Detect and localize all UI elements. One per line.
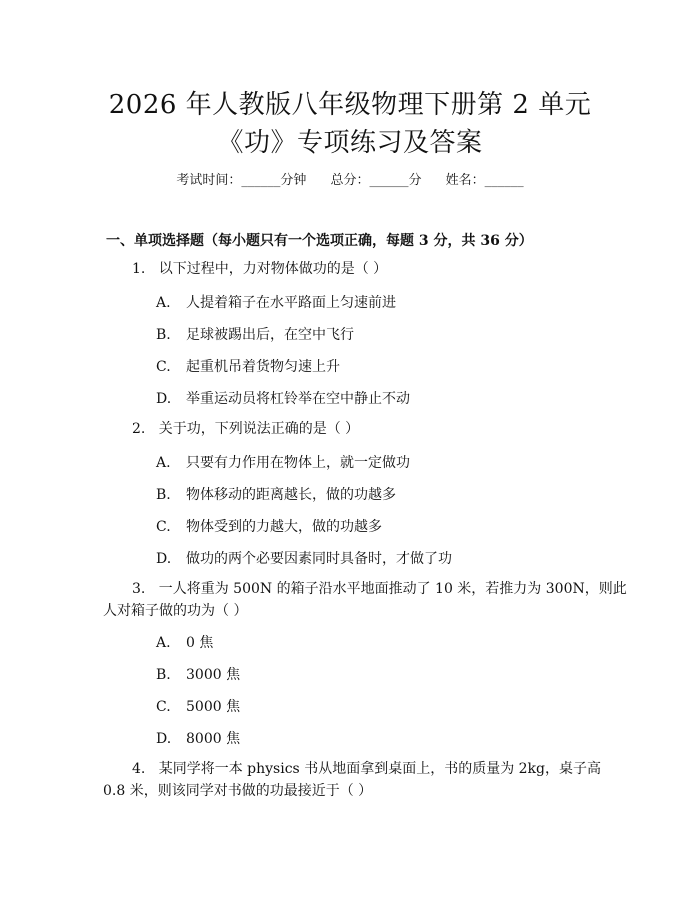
exam-meta [0,169,700,188]
option-label: B. [156,327,171,343]
option-1a [156,292,396,312]
option-text: 3000 焦 [186,667,241,683]
question-4-continued [103,780,372,802]
option-text: 人提着箱子在水平路面上匀速前进 [186,295,396,311]
question-text: 以下过程中，力对物体做功的是（ ） [158,261,388,277]
question-number: 2. [132,421,146,437]
question-number: 3. [132,581,146,597]
option-label: D. [156,551,172,567]
question-number: 1. [132,261,146,277]
option-label: C. [156,359,171,375]
option-text: 起重机吊着货物匀速上升 [186,359,340,375]
option-text: 0 焦 [186,635,214,651]
section-heading: 一、单项选择题（每小题只有一个选项正确，每题 3 分，共 36 分） [106,233,533,249]
option-3c [156,696,240,716]
document-title-line1: 2026 年人教版八年级物理下册第 2 单元 [108,90,592,120]
option-1d [156,388,410,408]
option-label: C. [156,699,171,715]
option-text: 8000 焦 [186,731,241,747]
option-text: 物体受到的力越大，做的功越多 [186,519,382,535]
option-3b [156,664,240,684]
name-field: 姓名：______ [445,173,524,188]
question-4 [132,758,601,780]
question-2 [132,418,359,440]
option-label: B. [156,667,171,683]
question-number: 4. [132,761,146,777]
option-label: D. [156,391,172,407]
option-3a [156,632,213,652]
document-title-line2: 《功》专项练习及答案 [217,128,483,158]
option-1c [156,356,340,376]
option-text: 只要有力作用在物体上，就一定做功 [186,455,410,471]
question-text-line2: 0.8 米，则该同学对书做的功最接近于（ ） [103,783,373,799]
option-text: 5000 焦 [186,699,241,715]
option-label: A. [156,295,171,311]
option-label: C. [156,519,171,535]
question-text-line1: 某同学将一本 physics 书从地面拿到桌面上，书的质量为 2kg，桌子高 [158,761,601,777]
option-label: A. [156,635,171,651]
question-text-line1: 一人将重为 500N 的箱子沿水平地面推动了 10 米，若推力为 300N，则此 [158,581,627,597]
option-2d [156,548,452,568]
option-text: 举重运动员将杠铃举在空中静止不动 [186,391,410,407]
option-2a [156,452,410,472]
total-score-field: 总分：______分 [330,173,422,188]
question-text-line2: 人对箱子做的功为（ ） [103,603,248,619]
option-1b [156,324,354,344]
option-2b [156,484,396,504]
exam-time-field: 考试时间：______分钟 [176,173,307,188]
option-text: 物体移动的距离越长，做的功越多 [186,487,396,503]
question-3 [132,578,627,600]
option-label: A. [156,455,171,471]
option-text: 足球被踢出后，在空中飞行 [186,327,354,343]
option-2c [156,516,382,536]
question-text: 关于功，下列说法正确的是（ ） [158,421,360,437]
option-label: D. [156,731,172,747]
question-1 [132,258,387,280]
option-3d [156,728,240,748]
question-3-continued [103,600,247,622]
option-label: B. [156,487,171,503]
option-text: 做功的两个必要因素同时具备时，才做了功 [186,551,452,567]
